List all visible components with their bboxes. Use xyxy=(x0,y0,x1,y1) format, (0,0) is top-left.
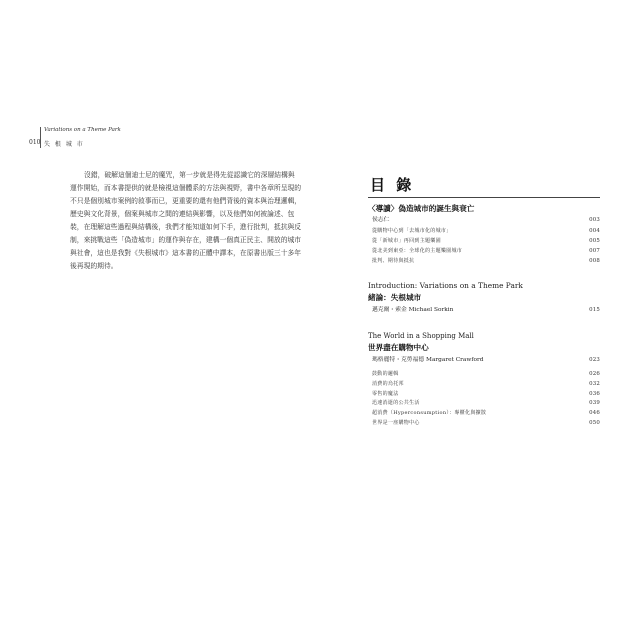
paragraph-line: 歷史與文化背景，個案與城市之間的連結與影響，以及他們如何被論述、包 xyxy=(70,210,295,218)
running-header-series-title: Variations on a Theme Park xyxy=(44,127,121,133)
toc-page-number: 005 xyxy=(589,238,600,244)
toc-entry-label: 超消費（Hyperconsumption）：專櫃化與擴散 xyxy=(372,410,487,416)
toc-heading-english-text: The World in a Shopping Mall xyxy=(368,332,474,340)
running-header-divider xyxy=(40,127,41,148)
toc-author: 邁克爾・索金 Michael Sorkin xyxy=(372,307,454,313)
toc-entry xyxy=(368,257,600,264)
toc-entry xyxy=(368,227,600,234)
toc-page-number: 003 xyxy=(589,217,600,223)
toc-entry xyxy=(368,237,600,244)
toc-author-row xyxy=(368,214,600,223)
toc-entry-label: 從北美到東亞：全球化的主題樂園城市 xyxy=(372,248,463,254)
paragraph-line: 與社會，這也是我對《失根城市》這本書的正體中譯本，在原書出版三十多年 xyxy=(70,249,302,257)
toc-author: 侯志仁 xyxy=(372,217,390,223)
toc-entry-label: 世界是一座購物中心 xyxy=(372,420,420,426)
toc-page-number: 026 xyxy=(589,371,600,377)
toc-page-number: 039 xyxy=(589,400,600,406)
toc-entry xyxy=(368,409,600,416)
paragraph-line: 制，來挑戰這些「偽造城市」的運作與存在，建構一個真正民主、開放的城市 xyxy=(70,236,302,244)
toc-entry xyxy=(368,390,600,397)
toc-page-number: 008 xyxy=(589,258,600,264)
toc-page-number: 004 xyxy=(589,228,600,234)
toc-heading-text: 〈導讀〉偽造城市的誕生與衰亡 xyxy=(368,204,475,213)
paragraph-line: 運作開始，而本書提供的就是檢視這個體系的方法與視野，書中各章所呈現的 xyxy=(70,184,302,192)
toc-entry-label: 鼓動的邏輯 xyxy=(372,371,399,377)
toc-entry-label: 消費的烏托邦 xyxy=(372,381,404,387)
toc-entry-label: 批判、期待與抵抗 xyxy=(372,258,415,264)
toc-heading-english-text: Introduction: Variations on a Theme Park xyxy=(368,281,523,290)
toc-page-number: 023 xyxy=(589,357,600,363)
body-paragraph xyxy=(70,169,302,273)
toc-page-number: 050 xyxy=(589,420,600,426)
toc-title-rule xyxy=(368,197,600,198)
toc-entry xyxy=(368,380,600,387)
toc-entry-label: 從「新城市」再回到主題樂園 xyxy=(372,238,441,244)
toc-section-heading-english xyxy=(368,332,600,340)
toc-entry-label: 從購物中心到「去城市化的城市」 xyxy=(372,228,452,234)
toc-entry-label: 迅速消逝的公共生活 xyxy=(372,400,420,406)
toc-entry xyxy=(368,247,600,254)
toc-section-heading xyxy=(368,203,600,214)
running-header-page-number: 010 xyxy=(29,139,41,146)
toc-author-row xyxy=(368,354,600,363)
toc-page-number: 046 xyxy=(589,410,600,416)
toc-page-number: 036 xyxy=(589,391,600,397)
toc-entry xyxy=(368,399,600,406)
toc-section-heading-english xyxy=(368,281,600,290)
paragraph-line: 後再現的期待。 xyxy=(70,262,118,270)
running-header-book-title: 失 根 城 市 xyxy=(44,141,85,148)
paragraph-line: 不只是個別城市案例的敘事而已，更重要的還有他們背後的資本與治理邏輯， xyxy=(70,197,302,205)
toc-heading-text: 世界盡在購物中心 xyxy=(368,343,429,352)
toc-page-number: 015 xyxy=(589,307,600,313)
toc-section-heading xyxy=(368,292,600,303)
toc-entry xyxy=(368,419,600,426)
toc-page-number: 032 xyxy=(589,381,600,387)
toc-page-number: 007 xyxy=(589,248,600,254)
paragraph-line: 裝，在理解這些過程與結構後，我們才能知道如何下手，進行批判，抵抗與反 xyxy=(70,223,302,231)
toc-heading-text: 緒論：失根城市 xyxy=(368,293,422,302)
toc-title: 目 錄 xyxy=(370,176,415,194)
toc-entry-label: 零售的魔法 xyxy=(372,391,399,397)
toc-author: 瑪格麗特・克勞福德 Margaret Crawford xyxy=(372,357,484,363)
toc-entry xyxy=(368,370,600,377)
toc-author-row xyxy=(368,304,600,313)
toc-section-heading xyxy=(368,342,600,353)
paragraph-line: 沒錯，破解這個迪士尼的魔咒，第一步就是得先從認識它的深層結構與 xyxy=(84,171,295,179)
